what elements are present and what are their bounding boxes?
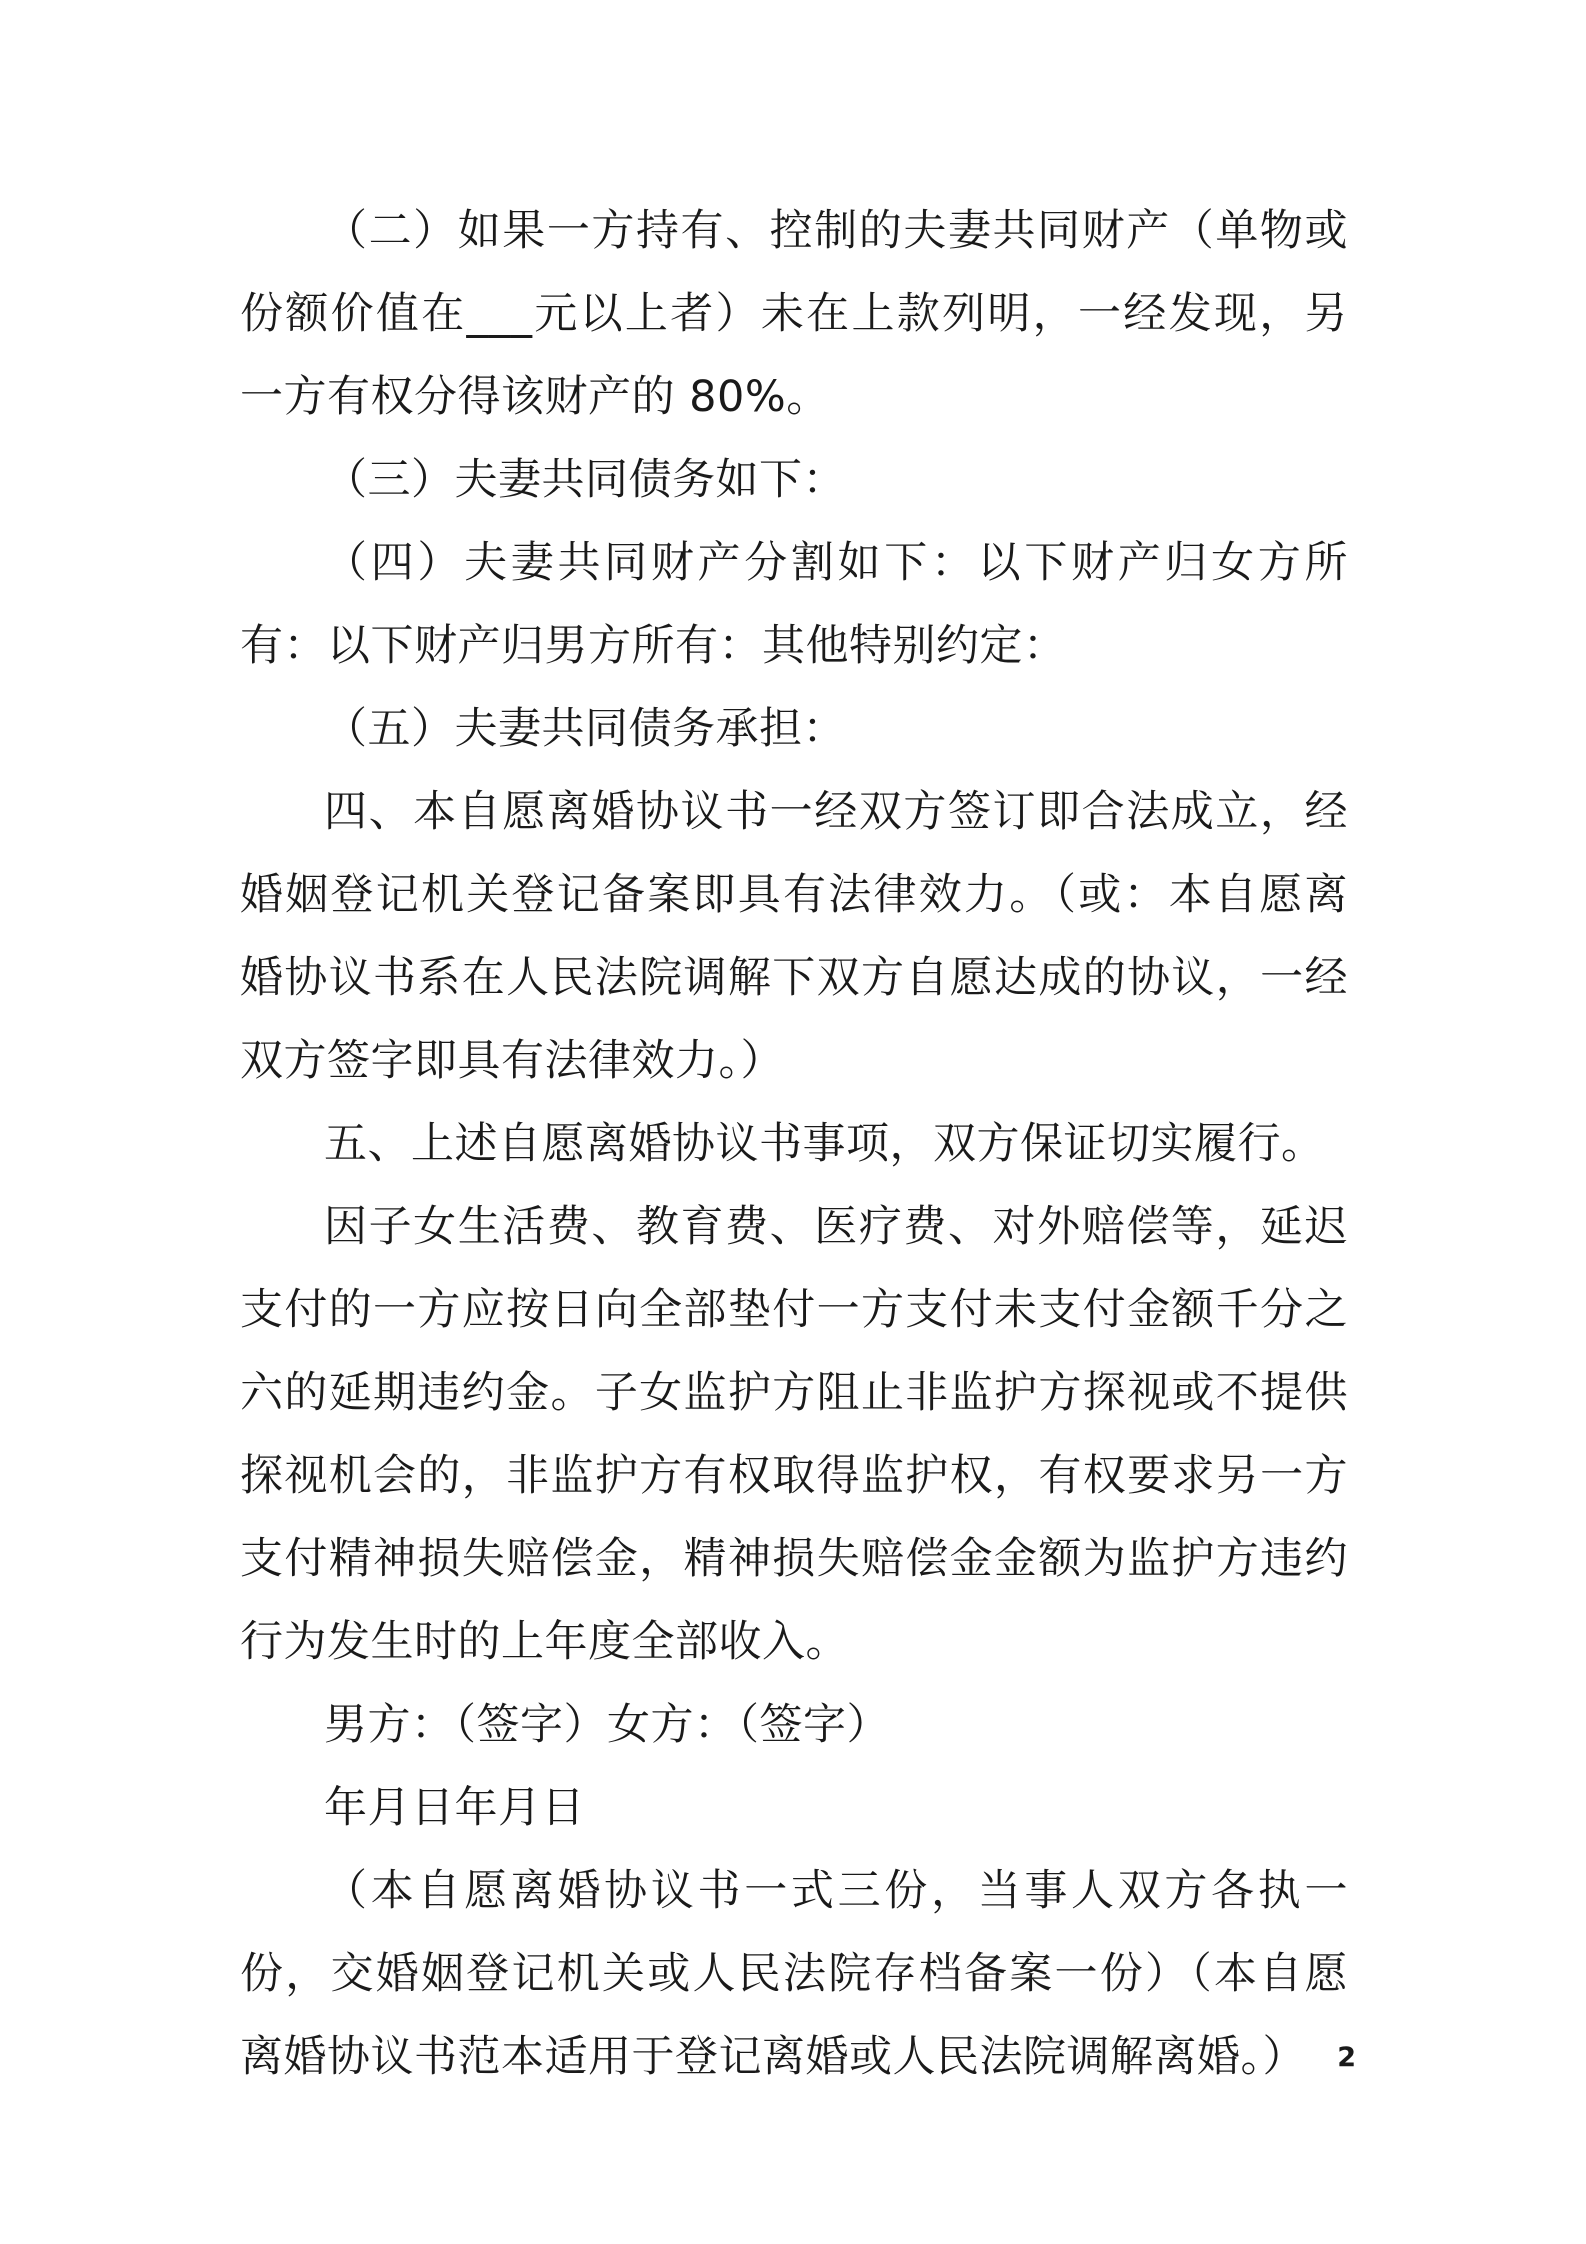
paragraph-debt-bearing: （五）夫妻共同债务承担： xyxy=(324,704,846,754)
paragraph-joint-debts: （三）夫妻共同债务如下： xyxy=(324,455,846,505)
document-body xyxy=(240,190,1348,2099)
date-line: 年月日年月日 xyxy=(324,1783,585,1833)
paragraph-undisclosed-property: （二）如果一方持有、控制的夫妻共同财产（单物或份额价值在___元以上者）未在上款列明，一经发现，另一方有权分得该财产的 80%。 xyxy=(240,206,1348,422)
paragraph-legal-effect: 四、本自愿离婚协议书一经双方签订即合法成立，经婚姻登记机关登记备案即具有法律效力。（或：本自愿离婚协议书系在人民法院调解下双方自愿达成的协议，一经双方签字即具有法律效力。） xyxy=(240,787,1348,1086)
paragraph-property-division: （四）夫妻共同财产分割如下：以下财产归女方所有：以下财产归男方所有：其他特别约定： xyxy=(240,538,1348,671)
paragraph-late-payment-penalty: 因子女生活费、教育费、医疗费、对外赔偿等，延迟支付的一方应按日向全部垫付一方支付未支付金额千分之六的延期违约金。子女监护方阻止非监护方探视或不提供探视机会的，非监护方有权取得监护权，有权要求另一方支付精神损失赔偿金，精神损失赔偿金金额为监护方违约行为发生时的上年度全部收入。 xyxy=(240,1202,1348,1667)
page-number: 2 xyxy=(1337,2042,1356,2073)
paragraph-performance-guarantee: 五、上述自愿离婚协议书事项，双方保证切实履行。 xyxy=(324,1119,1325,1169)
signature-line: 男方：（签字）女方：（签字） xyxy=(324,1700,890,1750)
paragraph-copies-note: （本自愿离婚协议书一式三份，当事人双方各执一份，交婚姻登记机关或人民法院存档备案一份）（本自愿离婚协议书范本适用于登记离婚或人民法院调解离婚。） xyxy=(240,1866,1348,2082)
